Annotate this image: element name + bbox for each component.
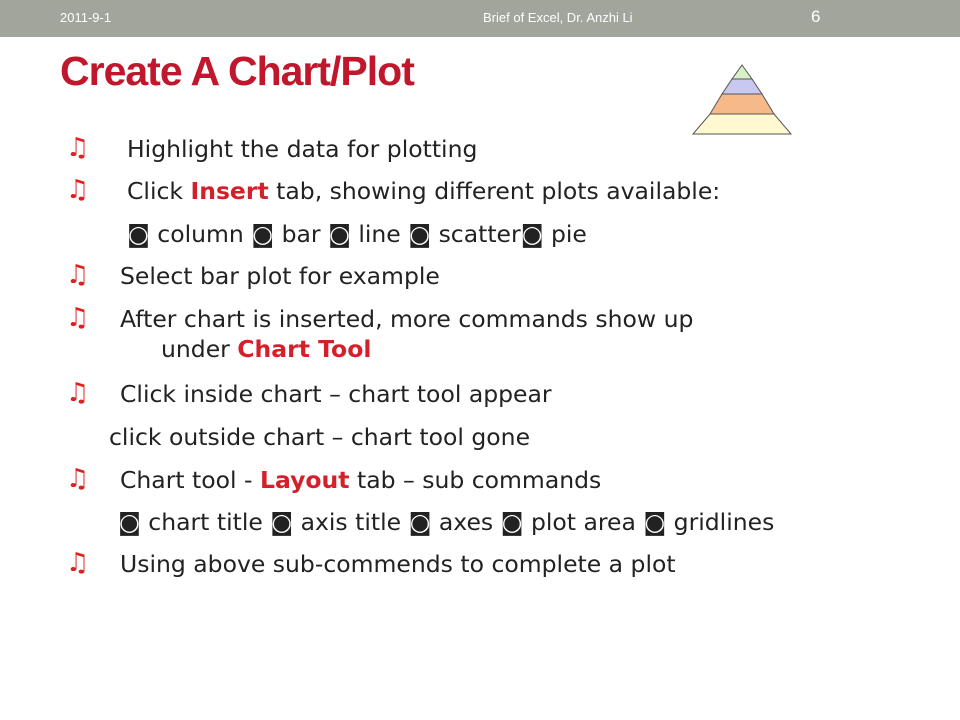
header-title: Brief of Excel, Dr. Anzhi Li: [483, 10, 633, 25]
music-note-icon: ♫: [66, 378, 90, 408]
music-note-icon: ♫: [66, 464, 90, 494]
box-icon: ◙: [328, 220, 351, 248]
box-icon: ◙: [270, 508, 294, 536]
header-date: 2011-9-1: [60, 10, 112, 25]
layout-keyword: Layout: [259, 466, 350, 494]
music-note-icon: ♫: [66, 303, 90, 333]
page-number: 6: [811, 7, 821, 26]
box-icon: ◙: [251, 220, 275, 248]
box-icon: ◙: [408, 508, 432, 536]
music-note-icon: ♫: [66, 260, 90, 290]
slide-title: Create A Chart/Plot: [60, 48, 414, 94]
box-icon: ◙: [127, 220, 150, 248]
pyramid-icon: [690, 64, 794, 136]
box-icon: ◙: [643, 508, 667, 536]
chart-tool-keyword: Chart Tool: [237, 335, 372, 363]
insert-keyword: Insert: [190, 177, 269, 205]
box-icon: ◙: [500, 508, 524, 536]
music-note-icon: ♫: [66, 548, 90, 578]
music-note-icon: ♫: [66, 175, 90, 205]
header-bar: [0, 0, 960, 37]
box-icon: ◙: [408, 220, 432, 248]
box-icon: ◙: [520, 220, 544, 248]
music-note-icon: ♫: [66, 133, 90, 163]
box-icon: ◙: [118, 508, 141, 536]
